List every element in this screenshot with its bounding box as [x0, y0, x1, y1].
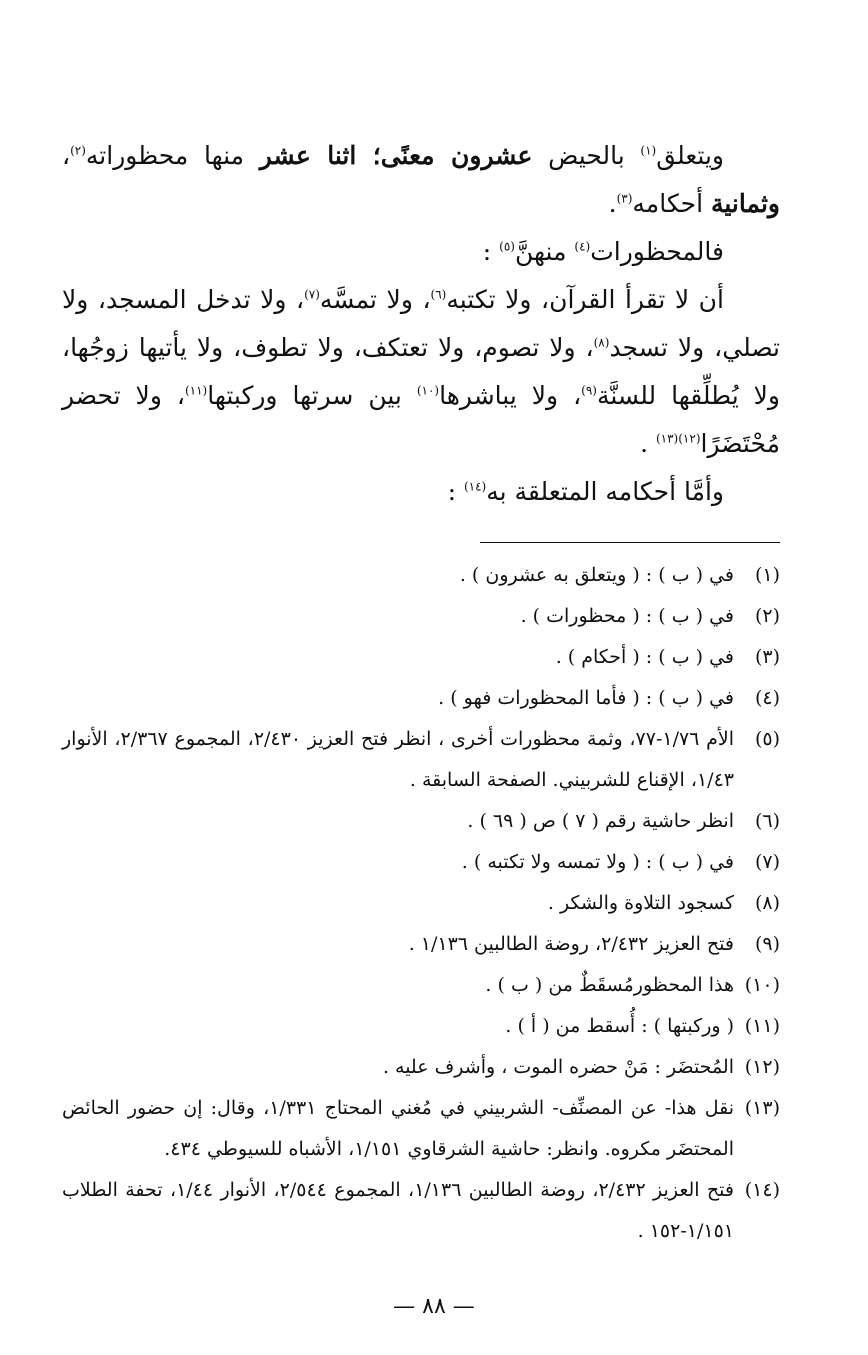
- footnote-item: [62, 801, 780, 842]
- footnote-ref: (٨): [593, 335, 610, 350]
- footnote-ref: (١٠): [416, 383, 440, 398]
- text-run: ، ولا يباشرها: [439, 381, 582, 410]
- footnote-number: (١٤): [744, 1179, 780, 1201]
- text-run: ، ولا تحضر مُحْتَضَرًا: [62, 381, 780, 458]
- footnote-item: [62, 1088, 780, 1170]
- footnote-ref: (٣): [616, 191, 633, 206]
- footnote-text: فتح العزيز ٢/٤٣٢، روضة الطالبين ١/١٣٦، المجموع ٢/٥٤٤، الأنوار ١/٤٤، تحفة الطلاب ١/١٥١-١٥٢ .: [62, 1179, 734, 1242]
- footnote-text: انظر حاشية رقم ( ٧ ) ص ( ٦٩ ) .: [467, 810, 734, 832]
- footnote-item: [62, 924, 780, 965]
- footnote-item: [62, 678, 780, 719]
- paragraph-prohibitions-list: [62, 276, 780, 468]
- footnote-item: [62, 1006, 780, 1047]
- footnote-text: هذا المحظورمُسقَطٌ من ( ب ) .: [485, 974, 734, 996]
- footnote-item: [62, 719, 780, 801]
- footnote-text: في ( ب ) : ( ويتعلق به عشرون ) .: [459, 564, 734, 586]
- footnote-text: فتح العزيز ٢/٤٣٢، روضة الطالبين ١/١٣٦ .: [408, 933, 734, 955]
- footnote-ref: (٤): [574, 239, 591, 254]
- footnote-text: كسجود التلاوة والشكر .: [547, 892, 734, 914]
- footnote-ref: (٩): [581, 383, 597, 398]
- footnote-item: [62, 637, 780, 678]
- footnote-item: [62, 555, 780, 596]
- footnote-text: في ( ب ) : ( ولا تمسه ولا تكتبه ) .: [461, 851, 734, 873]
- footnote-text: نقل هذا- عن المصنِّف- الشربيني في مُغني المحتاج ١/٣٣١، وقال: إن حضور الحائض المحتضَر مكروه. وانظر: حاشية الشرقاوي ١/١٥١، الأشباه للسيوطي ٤٣٤.: [62, 1097, 734, 1160]
- footnote-item: [62, 965, 780, 1006]
- footnote-number: (٥): [754, 728, 780, 750]
- footnote-number: (٢): [754, 605, 780, 627]
- text-run: منهنَّ: [514, 237, 575, 266]
- paragraph-rulings-heading: [62, 468, 780, 516]
- text-run: بالحيض: [532, 141, 641, 170]
- footnote-ref: (١٤): [463, 479, 487, 494]
- footnote-item: [62, 596, 780, 637]
- footnote-divider-wrap: [62, 542, 780, 543]
- footnote-number: (٩): [754, 933, 780, 955]
- footnote-text: في ( ب ) : ( محظورات ) .: [520, 605, 734, 627]
- footnote-text: ( وركبتها ) : أُسقط من ( أ ) .: [505, 1015, 734, 1037]
- text-run: ويتعلق: [656, 141, 724, 170]
- footnote-number: (٤): [754, 687, 780, 709]
- footnote-ref: (١٢)(١٣): [655, 431, 701, 446]
- footnote-item: [62, 883, 780, 924]
- footnote-number: (١٢): [744, 1056, 780, 1078]
- text-run: .: [608, 189, 617, 218]
- text-run: فالمحظورات: [590, 237, 724, 266]
- text-run: ،: [62, 141, 71, 170]
- text-run: أحكامه: [632, 189, 711, 218]
- text-run: ، ولا تصوم، ولا تعتكف، ولا تطوف، ولا يأتيها زوجُها، ولا يُطلِّقها للسنَّة: [62, 333, 780, 410]
- text-run: ، ولا تمسَّه: [319, 285, 431, 314]
- footnote-ref: (٢): [70, 143, 86, 158]
- footnote-item: [62, 842, 780, 883]
- footnote-ref: (١): [640, 143, 657, 158]
- text-run: منها محظوراته: [85, 141, 260, 170]
- bold-text: عشرون معنًى؛ اثنا عشر: [259, 141, 533, 170]
- text-run: بين سرتها وركبتها: [207, 381, 417, 410]
- text-run: أن لا تقرأ القرآن، ولا تكتبه: [446, 285, 724, 314]
- footnote-ref: (٥): [499, 239, 515, 254]
- footnote-item: [62, 1047, 780, 1088]
- footnote-ref: (٦): [430, 287, 447, 302]
- footnote-number: (١): [754, 564, 780, 586]
- footnote-number: (٦): [754, 810, 780, 832]
- footnote-divider: [480, 542, 780, 543]
- footnote-text: في ( ب ) : ( أحكام ) .: [555, 646, 734, 668]
- text-run: وأمَّا أحكامه المتعلقة به: [486, 477, 724, 506]
- text-run: :: [447, 477, 464, 506]
- footnote-number: (٣): [754, 646, 780, 668]
- footnote-ref: (٧): [304, 287, 320, 302]
- footnote-item: [62, 1170, 780, 1252]
- paragraph-intro: [62, 132, 780, 228]
- footnote-text: المُحتضَر : مَنْ حضره الموت ، وأشرف عليه .: [382, 1056, 734, 1078]
- page-content: [62, 132, 780, 1252]
- text-run: .: [640, 429, 656, 458]
- text-run: ، ولا تدخل المسجد، ولا تصلي، ولا تسجد: [62, 285, 780, 362]
- footnote-number: (١٣): [744, 1097, 780, 1119]
- footnote-number: (١٠): [744, 974, 780, 996]
- page-number: — ٨٨ —: [393, 1294, 475, 1319]
- bold-text: وثمانية: [710, 189, 780, 218]
- footnote-text: الأم ١/٧٦-٧٧، وثمة محظورات أخرى ، انظر فتح العزيز ٢/٤٣٠، المجموع ٢/٣٦٧، الأنوار ١/٤٣، الإقناع للشربيني. الصفحة السابقة .: [62, 728, 734, 791]
- text-run: :: [482, 237, 500, 266]
- footnote-text: في ( ب ) : ( فأما المحظورات فهو ) .: [438, 687, 734, 709]
- footnote-ref: (١١): [184, 383, 208, 398]
- footnote-number: (٧): [754, 851, 780, 873]
- footnote-number: (١١): [744, 1015, 780, 1037]
- paragraph-prohibitions-heading: [62, 228, 780, 276]
- main-text: [62, 132, 780, 516]
- footnotes: [62, 555, 780, 1252]
- footnote-number: (٨): [754, 892, 780, 914]
